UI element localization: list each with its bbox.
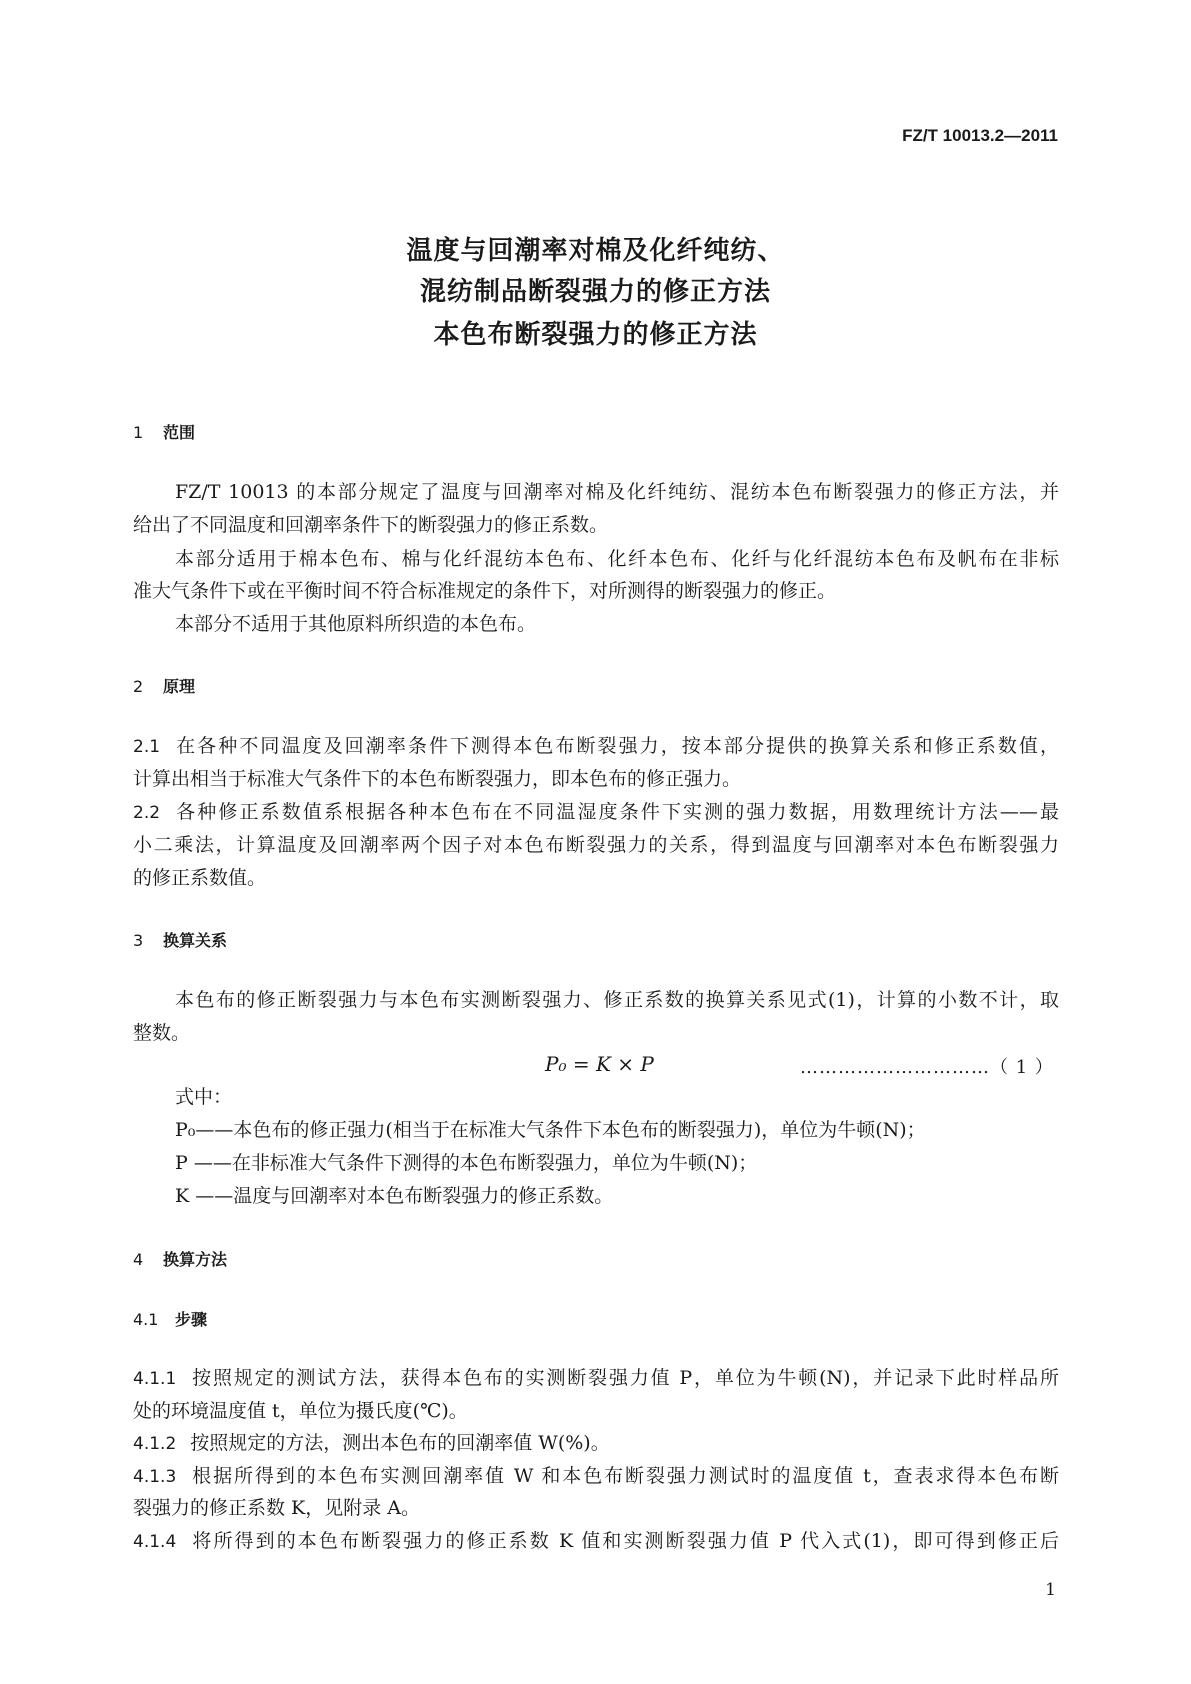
section-title: 步骤 [175, 1310, 208, 1329]
paragraph-line: 准大气条件下或在平衡时间不符合标准规定的条件下，对所测得的断裂强力的修正。 [133, 580, 837, 602]
paragraph-line: 小二乘法，计算温度及回潮率两个因子对本色布断裂强力的关系，得到温度与回潮率对本色布断裂强力 [133, 834, 1059, 856]
clause-text: 按照规定的方法，测出本色布的回潮率值 W(%)。 [190, 1432, 610, 1454]
section-2-heading [133, 674, 195, 697]
clause-4-1-3-line [133, 1463, 1059, 1490]
paragraph-line: 本部分不适用于其他原料所织造的本色布。 [175, 613, 537, 635]
clause-text: 根据所得到的本色布实测回潮率值 W 和本色布断裂强力测试时的温度值 t，查表求得本色布断 [190, 1465, 1059, 1487]
equation-number: …………………………（ 1 ） [800, 1057, 1054, 1078]
clause-number: 4.1.3 [133, 1467, 177, 1487]
clause-4-1-2-line [133, 1430, 1059, 1457]
page-number: 1 [1045, 1580, 1056, 1600]
where-label: 式中： [175, 1086, 233, 1108]
section-1-heading [133, 420, 195, 443]
definition-p0: P₀——本色布的修正强力(相当于在标准大气条件下本色布的断裂强力)，单位为牛顿(N)； [175, 1119, 926, 1141]
clause-text: 按照规定的测试方法，获得本色布的实测断裂强力值 P，单位为牛顿(N)，并记录下此时样品所 [190, 1367, 1059, 1389]
section-3-heading [133, 928, 227, 951]
section-4-1-heading [133, 1307, 207, 1330]
paragraph-line: 的修正系数值。 [133, 867, 267, 889]
formula: P₀ = K × P [545, 1052, 654, 1076]
paragraph-line: 给出了不同温度和回潮率条件下的断裂强力的修正系数。 [133, 514, 609, 536]
paragraph-line: 处的环境温度值 t，单位为摄氏度(℃)。 [133, 1400, 468, 1422]
definition-k: K ——温度与回潮率对本色布断裂强力的修正系数。 [175, 1185, 614, 1207]
clause-number: 2.1 [133, 737, 161, 757]
section-4-heading [133, 1247, 227, 1270]
section-number: 3 [133, 931, 144, 950]
paragraph-line: 本部分适用于棉本色布、棉与化纤混纺本色布、化纤本色布、化纤与化纤混纺本色布及帆布在非标 [175, 548, 1059, 570]
section-title: 原理 [163, 677, 196, 696]
section-number: 4 [133, 1250, 144, 1269]
clause-text: 各种修正系数值系根据各种本色布在不同温湿度条件下实测的强力数据，用数理统计方法——最 [174, 801, 1059, 823]
clause-2-1-line [133, 733, 1059, 760]
clause-4-1-4-line [133, 1528, 1059, 1555]
section-title: 范围 [163, 423, 196, 442]
section-title: 换算关系 [163, 931, 228, 950]
standard-number: FZ/T 10013.2—2011 [902, 126, 1058, 145]
section-number: 2 [133, 677, 144, 696]
title-line-3: 本色布断裂强力的修正方法 [433, 320, 758, 350]
clause-number: 4.1.1 [133, 1369, 177, 1389]
clause-2-2-line [133, 799, 1059, 826]
clause-text: 在各种不同温度及回潮率条件下测得本色布断裂强力，按本部分提供的换算关系和修正系数值， [174, 735, 1059, 757]
paragraph-line: FZ/T 10013 的本部分规定了温度与回潮率对棉及化纤纯纺、混纺本色布断裂强力的修正方法，并 [175, 481, 1059, 503]
paragraph-line: 整数。 [133, 1022, 191, 1044]
paragraph-line: 本色布的修正断裂强力与本色布实测断裂强力、修正系数的换算关系见式(1)，计算的小数不计，取 [175, 989, 1059, 1011]
title-line-2: 混纺制品断裂强力的修正方法 [419, 277, 771, 307]
clause-4-1-1-line [133, 1365, 1059, 1392]
definition-p: P ——在非标准大气条件下测得的本色布断裂强力，单位为牛顿(N)； [175, 1152, 758, 1174]
clause-number: 4.1.4 [133, 1532, 177, 1552]
title-line-1: 温度与回潮率对棉及化纤纯纺、 [406, 236, 785, 266]
paragraph-line: 计算出相当于标准大气条件下的本色布断裂强力，即本色布的修正强力。 [133, 768, 742, 790]
paragraph-line: 裂强力的修正系数 K，见附录 A。 [133, 1497, 420, 1519]
section-number: 4.1 [133, 1310, 159, 1329]
clause-number: 2.2 [133, 803, 161, 823]
section-title: 换算方法 [163, 1250, 228, 1269]
section-number: 1 [133, 423, 144, 442]
clause-number: 4.1.2 [133, 1434, 177, 1454]
clause-text: 将所得到的本色布断裂强力的修正系数 K 值和实测断裂强力值 P 代入式(1)，即可得到修正后 [190, 1530, 1059, 1552]
